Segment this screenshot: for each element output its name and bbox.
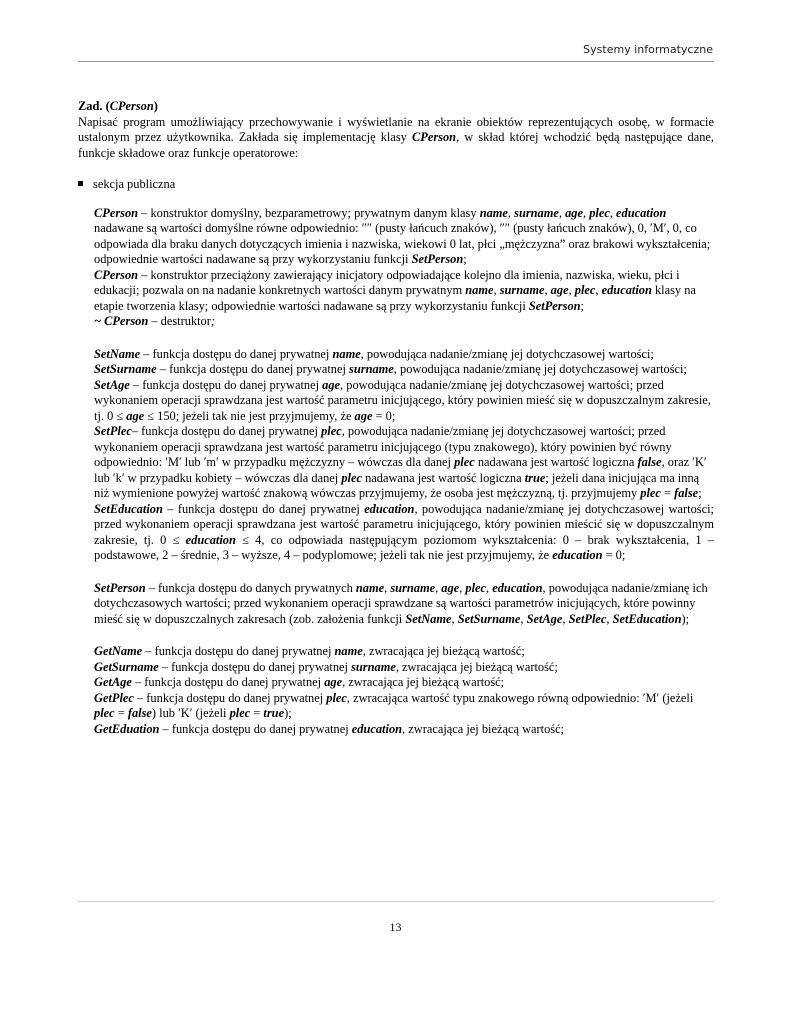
getter-getname: GetName – funkcja dostępu do danej prywatnej name, zwracająca jej bieżącą wartość; <box>94 644 525 658</box>
task-label: Zad. <box>78 99 103 113</box>
member-list <box>94 206 714 738</box>
square-bullet-icon <box>78 181 83 186</box>
task-title <box>78 99 714 115</box>
getter-getage: GetAge – funkcja dostępu do danej prywatnej age, zwracająca jej bieżącą wartość; <box>94 675 505 689</box>
header-rule <box>78 61 714 62</box>
class-name: CPerson <box>411 130 457 144</box>
getter-getplec: GetPlec – funkcja dostępu do danej prywatnej plec, zwracająca wartość typu znakowego równą odpowiednio: ′M′ (jeżeli plec = false) lub ′K′ (jeżeli plec = true); <box>94 690 694 720</box>
getter-geteducation: GetEduation – funkcja dostępu do danej prywatnej education, zwracająca jej bieżącą wartość; <box>94 721 565 736</box>
footer-rule <box>78 901 714 902</box>
setter-setperson: SetPerson – funkcja dostępu do danych prywatnych name, surname, age, plec, education, powodująca nadanie/zmianę ich dotychczasowych wartości; przed wykonaniem operacji sprawdzane są wartości parametrów inicjujących, które powinny mieść się w dopuszczalnych zakresach (zob. założenia funkcji SetName, SetSurname, SetAge, SetPlec, SetEducation); <box>94 580 708 626</box>
getter-getsurname: GetSurname – funkcja dostępu do danej prywatnej surname, zwracająca jej bieżącą wartość; <box>94 659 558 674</box>
destructor: ~ CPerson – destruktor; <box>94 314 216 328</box>
setter-setname: SetName – funkcja dostępu do danej prywatnej name, powodująca nadanie/zmianę jej dotychczasowej wartości; <box>94 346 654 361</box>
task-paren-close: ) <box>153 99 158 113</box>
running-header-title: Systemy informatyczne <box>583 43 713 56</box>
task-class-name: CPerson <box>109 99 154 113</box>
task-intro: Napisać program umożliwiający przechowywanie i wyświetlanie na ekranie obiektów reprezentujących osobę, w formacie ustalonym przez użytkownika. Zakłada się implementację klasy CPerson, w skład której wchodzić będą następujące dane, funkcje składowe oraz funkcje operatorowe: <box>78 114 714 160</box>
page-number: 13 <box>389 920 402 934</box>
constructor-default: CPerson – konstruktor domyślny, bezparametrowy; prywatnym danym klasy name, surname, age, plec, education nadawane są wartości domyślne równe odpowiednio: ″″ (pusty łańcuch znaków), ″″ (pusty łańcuch znaków), 0, ′M′, 0, co odpowiada dla braku danych dotyczących imienia i nazwiska, wiekowi 0 lat, płci „mężczyzna” oraz brakowi wykształcenia; odpowiednie wartości nadawane są przy wykorzystaniu funkcji SetPerson; <box>94 205 711 266</box>
constructor-overloaded: CPerson – konstruktor przeciążony zawierający inicjatory odpowiadające kolejno dla imienia, nazwiska, wieku, płci i edukacji; pozwala on na nadanie konkretnych wartości danym prywatnym name, surname, age, plec, education klasy na etapie tworzenia klasy; odpowiednie wartości nadawane są przy wykorzystaniu funkcji SetPerson; <box>94 267 696 313</box>
setter-setsurname: SetSurname – funkcja dostępu do danej prywatnej surname, powodująca nadanie/zmianę jej dotychczasowej wartości; <box>94 362 687 376</box>
section-label: sekcja publiczna <box>93 177 176 191</box>
document-body <box>78 99 714 737</box>
section-bullet <box>78 177 714 193</box>
setter-setplec: SetPlec– funkcja dostępu do danej prywatnej plec, powodująca nadanie/zmianę jej dotychczasowej wartości; przed wykonaniem operacji sprawdzana jest wartość parametru inicjującego (typu znakowego), który powinien być równy odpowiednio: ′M′ lub ′m′ w przypadku mężczyzny – wówczas dla danej plec nadawana jest wartość logiczna false, oraz ′K′ lub ′k′ w przypadku kobiety – wówczas dla danej plec nadawana jest wartość logiczna true; jeżeli dana inicjująca ma inną niż wymienione powyżej wartość znakową wówczas przyjmujemy, że osoba jest mężczyzną, tj. przyjmujemy plec = false; <box>94 424 707 500</box>
task-paren-open: ( <box>105 99 110 113</box>
setter-seteducation: SetEducation – funkcja dostępu do danej prywatnej education, powodująca nadanie/zmianę jej dotychczasowej wartości; przed wykonaniem operacji sprawdzana jest wartość parametru inicjującego, który powinien mieścić się w dopuszczalnym zakresie, tj. 0 ≤ education ≤ 4, co odpowiada następującym poziomom wykształcenia: 0 – brak wykształcenia, 1 – podstawowe, 2 – średnie, 3 – wyższe, 4 – podyplomowe; jeżeli tak nie jest przyjmujemy, że education = 0; <box>94 501 714 562</box>
setter-setage: SetAge – funkcja dostępu do danej prywatnej age, powodująca nadanie/zmianę jej dotychczasowej wartości; przed wykonaniem operacji sprawdzana jest wartość parametru inicjującego, który powinien mieść się w dopuszczalnym zakresie, tj. 0 ≤ age ≤ 150; jeżeli tak nie jest przyjmujemy, że age = 0; <box>94 377 711 423</box>
